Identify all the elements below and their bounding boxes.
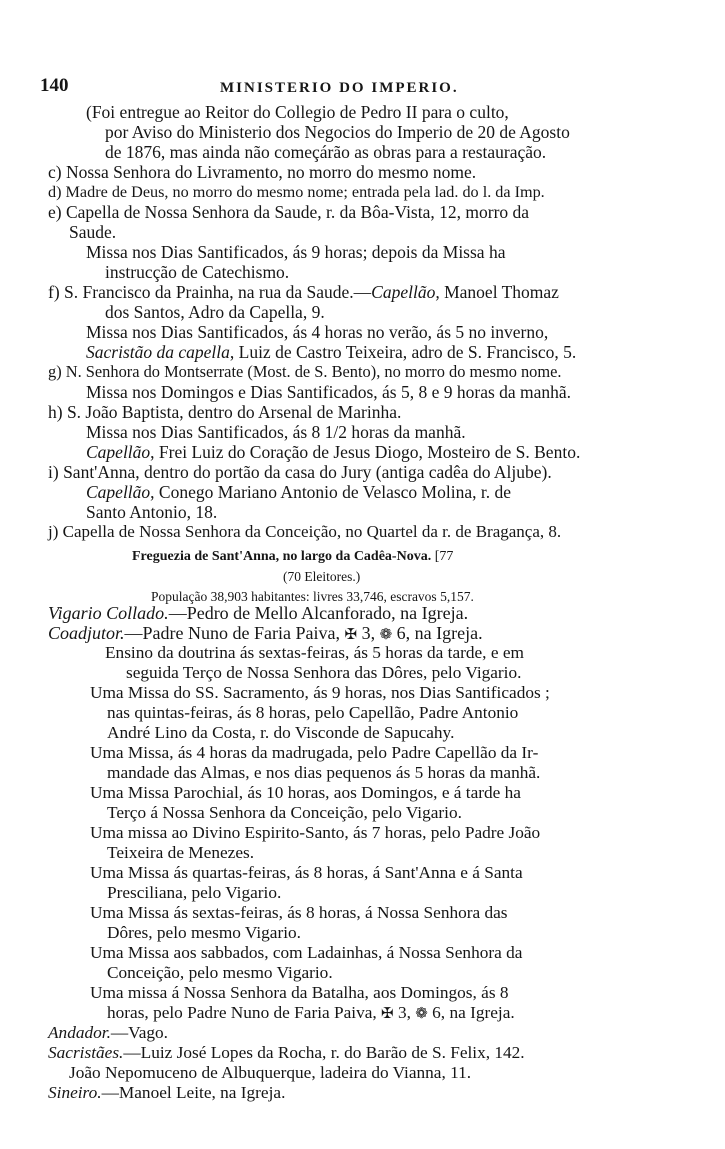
sineiro-line [48, 1083, 285, 1103]
text-line [86, 442, 580, 462]
vigario-text: —Pedro de Mello Alcanforado, na Igreja. [168, 603, 469, 623]
text-line: Ensino da doutrina ás sextas-feiras, ás 5 horas da tarde, e em [105, 643, 524, 662]
sineiro-label: Sineiro. [48, 1083, 102, 1102]
capellao-label: Capellão [86, 442, 151, 462]
text-line: Missa nos Dias Santificados, ás 8 1/2 horas da manhã. [86, 422, 466, 442]
text-line: h) S. João Baptista, dentro do Arsenal de Marinha. [48, 402, 402, 422]
text-line: Missa nos Dias Santificados, ás 9 horas; depois da Missa ha [86, 242, 506, 262]
sacristaes-label: Sacristães. [48, 1043, 124, 1062]
coadjutor-line [48, 623, 483, 645]
eleitores: (70 Eleitores.) [283, 569, 361, 584]
text-line: Uma Missa ás sextas-feiras, ás 8 horas, á Nossa Senhora das [90, 903, 508, 922]
manoel-name: Manoel Thomaz [439, 282, 559, 302]
text-line: de 1876, mas ainda não começárão as obras para a restauração. [105, 142, 547, 162]
text-line: mandade das Almas, e nos dias pequenos ás 5 horas da manhã. [107, 763, 541, 782]
text-line: Uma Missa do SS. Sacramento, ás 9 horas, nos Dias Santificados ; [90, 683, 550, 702]
text-line: d) Madre de Deus, no morro do mesmo nome; entrada pela lad. do l. da Imp. [48, 183, 545, 201]
capellao-label: Capellão, [371, 282, 440, 302]
text-line: j) Capella de Nossa Senhora da Conceição, no Quartel da r. de Bragança, 8. [48, 522, 562, 541]
text-line: nas quintas-feiras, ás 8 horas, pelo Capellão, Padre Antonio [107, 703, 519, 722]
masses-text: horas, pelo Padre Nuno de Faria Paiva, [107, 1003, 377, 1022]
populacao: População 38,903 habitantes: livres 33,746, escravos 5,157. [151, 589, 474, 604]
text-line: Uma Missa Parochial, ás 10 horas, aos Domingos, e á tarde ha [90, 783, 521, 802]
text-line: Missa nos Dias Santificados, ás 4 horas no verão, ás 5 no inverno, [86, 322, 549, 342]
page-title: MINISTERIO DO IMPERIO. [220, 80, 459, 96]
capellao-label: Capellão [86, 482, 151, 502]
text-line: Dôres, pelo mesmo Vigario. [107, 923, 301, 942]
freguezia-title: Freguezia de Sant'Anna, no largo da Cadêa-Nova. [132, 549, 432, 564]
joao-line: João Nepomuceno de Albuquerque, ladeira do Vianna, 11. [69, 1063, 472, 1082]
coadjutor-label: Coadjutor. [48, 623, 125, 643]
text-line [48, 282, 559, 302]
text-line: Missa nos Domingos e Dias Santificados, ás 5, 8 e 9 horas da manhã. [86, 382, 572, 402]
text-line: Uma Missa ás quartas-feiras, ás 8 horas, á Sant'Anna e á Santa [90, 863, 523, 882]
capellao-text: , Frei Luiz do Coração de Jesus Diogo, Mosteiro de S. Bento. [150, 442, 581, 462]
text-line: Uma Missa, ás 4 horas da madrugada, pelo Padre Capellão da Ir- [90, 743, 539, 762]
text-line: Santo Antonio, 18. [86, 502, 218, 522]
text-line [86, 342, 576, 362]
andador-text: —Vago. [110, 1023, 169, 1042]
masses-text: 3, [397, 1003, 411, 1022]
andador-line [48, 1023, 168, 1043]
page-number: 140 [40, 75, 69, 96]
text-line: g) N. Senhora do Montserrate (Most. de S. Bento), no morro do mesmo nome. [48, 362, 562, 381]
capellao-text: , Conego Mariano Antonio de Velasco Molina, r. de [150, 482, 511, 502]
item-f-text: f) S. Francisco da Prainha, na rua da Saude.— [48, 282, 372, 302]
text-line: Uma missa á Nossa Senhora da Batalha, aos Domingos, ás 8 [90, 983, 509, 1002]
sacristao-text: , Luiz de Castro Teixeira, adro de S. Francisco, 5. [229, 342, 577, 362]
text-line: seguida Terço de Nossa Senhora das Dôres, pelo Vigario. [126, 663, 522, 682]
vigario-line [48, 603, 468, 623]
cross-icon: ✠ [344, 627, 358, 643]
coadjutor-text: 3, [361, 623, 376, 643]
freguezia-note: [77 [434, 549, 454, 564]
text-line: e) Capella de Nossa Senhora da Saude, r. da Bôa-Vista, 12, morro da [48, 202, 530, 222]
masses-text: 6, na Igreja. [432, 1003, 515, 1022]
text-line: Conceição, pelo mesmo Vigario. [107, 963, 333, 982]
text-line [86, 482, 511, 502]
coadjutor-text: —Padre Nuno de Faria Paiva, [124, 623, 340, 643]
text-line: i) Sant'Anna, dentro do portão da casa do Jury (antiga cadêa do Aljube). [48, 462, 552, 482]
text-line: c) Nossa Senhora do Livramento, no morro do mesmo nome. [48, 162, 477, 182]
text-line: Saude. [69, 222, 117, 242]
andador-label: Andador. [48, 1023, 111, 1042]
text-line: Uma Missa aos sabbados, com Ladainhas, á Nossa Senhora da [90, 943, 523, 962]
text-line: por Aviso do Ministerio dos Negocios do Imperio de 20 de Agosto [105, 122, 570, 142]
text-line: André Lino da Costa, r. do Visconde de Sapucahy. [107, 723, 455, 742]
text-line [107, 1003, 515, 1024]
text-line: Terço á Nossa Senhora da Conceição, pelo Vigario. [107, 803, 462, 822]
sacristaes-line [48, 1043, 525, 1063]
vigario-label: Vigario Collado. [48, 603, 169, 623]
sineiro-text: —Manoel Leite, na Igreja. [101, 1083, 286, 1102]
text-line: Uma missa ao Divino Espirito-Santo, ás 7 horas, pelo Padre João [90, 823, 541, 842]
coadjutor-text: 6, na Igreja. [396, 623, 483, 643]
text-line: Teixeira de Menezes. [107, 843, 255, 862]
text-line: instrucção de Catechismo. [105, 262, 290, 282]
medal-icon: ❁ [415, 1006, 428, 1022]
text-line: dos Santos, Adro da Capella, 9. [105, 302, 325, 322]
cross-icon: ✠ [381, 1006, 394, 1022]
sacristao-label: Sacristão da capella [86, 342, 230, 362]
text-line: (Foi entregue ao Reitor do Collegio de Pedro II para o culto, [86, 102, 509, 122]
text-line: Presciliana, pelo Vigario. [107, 883, 282, 902]
freguezia-heading [132, 547, 453, 567]
medal-icon: ❁ [379, 627, 393, 643]
sacristaes-text: —Luiz José Lopes da Rocha, r. do Barão de S. Felix, 142. [123, 1043, 525, 1062]
